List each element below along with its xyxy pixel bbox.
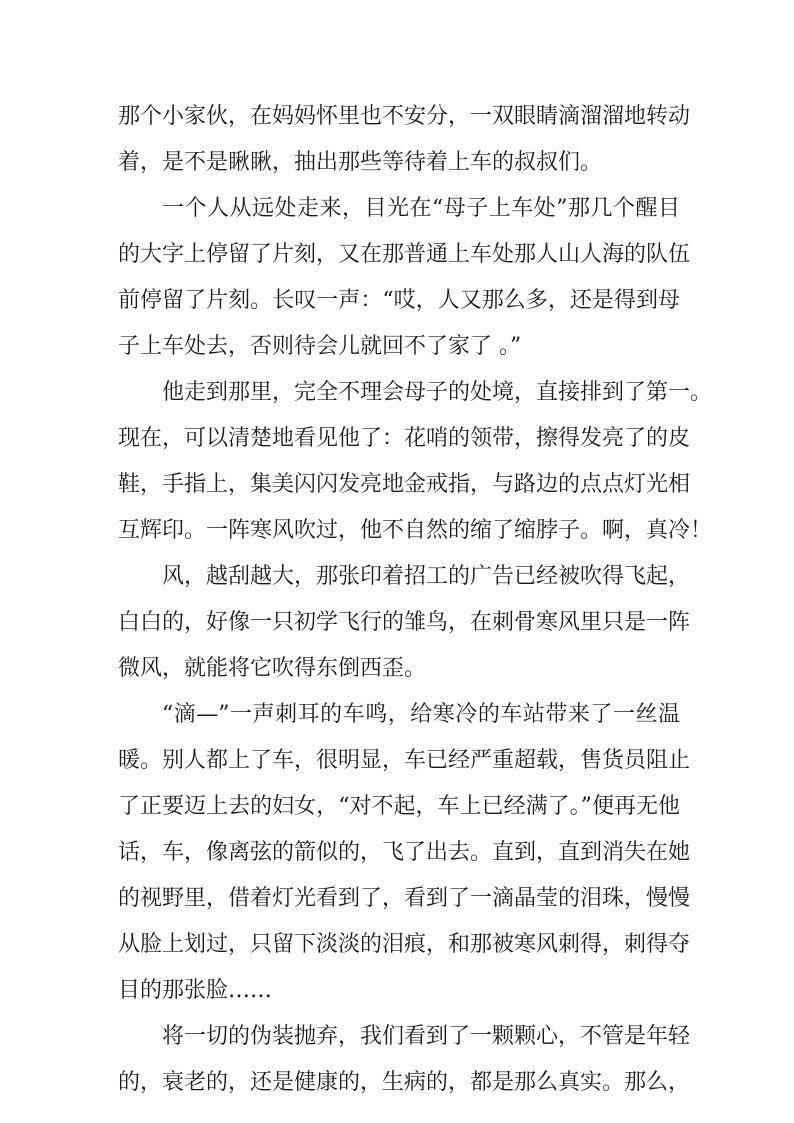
text-line: 互辉印。一阵寒风吹过，他不自然的缩了缩脖子。啊，真冷！ [118, 518, 713, 543]
text-line: “滴—”一声刺耳的车鸣，给寒冷的车站带来了一丝温 [162, 702, 680, 727]
document-page [118, 94, 713, 1106]
text-line: 从脸上划过，只留下淡淡的泪痕，和那被寒风刺得，刺得夺 [118, 932, 691, 957]
text-line: 了正要迈上去的妇女，“对不起，车上已经满了。”便再无他 [118, 794, 680, 819]
text-line: 前停留了片刻。长叹一声：“哎，人又那么多，还是得到母 [118, 288, 680, 313]
text-line: 风，越刮越大，那张印着招工的广告已经被吹得飞起， [162, 564, 691, 589]
text-line: 目的那张脸…… [118, 978, 273, 1003]
text-line: 着，是不是瞅瞅，抽出那些等待着上车的叔叔们。 [118, 150, 603, 175]
text-line: 的视野里，借着灯光看到了，看到了一滴晶莹的泪珠，慢慢 [118, 886, 691, 911]
text-line: 他走到那里，完全不理会母子的处境，直接排到了第一。 [162, 380, 713, 405]
text-line: 子上车处去，否则待会儿就回不了家了 。” [118, 334, 522, 359]
text-line: 鞋，手指上，集美闪闪发亮地金戒指，与路边的点点灯光相 [118, 472, 691, 497]
text-line: 的大字上停留了片刻，又在那普通上车处那人山人海的队伍 [118, 242, 691, 267]
text-line: 白白的，好像一只初学飞行的雏鸟，在刺骨寒风里只是一阵 [118, 610, 691, 635]
text-line: 的，衰老的，还是健康的，生病的，都是那么真实。那么， [118, 1070, 691, 1095]
text-line: 现在，可以清楚地看见他了：花哨的领带，擦得发亮了的皮 [118, 426, 691, 451]
text-line: 暖。别人都上了车，很明显，车已经严重超载，售货员阻止 [118, 748, 691, 773]
text-line: 一个人从远处走来，目光在“母子上车处”那几个醒目 [162, 196, 680, 221]
text-line: 将一切的伪装抛弃，我们看到了一颗颗心，不管是年轻 [162, 1024, 691, 1049]
text-line: 微风，就能将它吹得东倒西歪。 [118, 656, 427, 681]
text-line: 那个小家伙，在妈妈怀里也不安分，一双眼睛滴溜溜地转动 [118, 104, 691, 129]
text-line: 话，车，像离弦的箭似的，飞了出去。直到，直到消失在她 [118, 840, 691, 865]
